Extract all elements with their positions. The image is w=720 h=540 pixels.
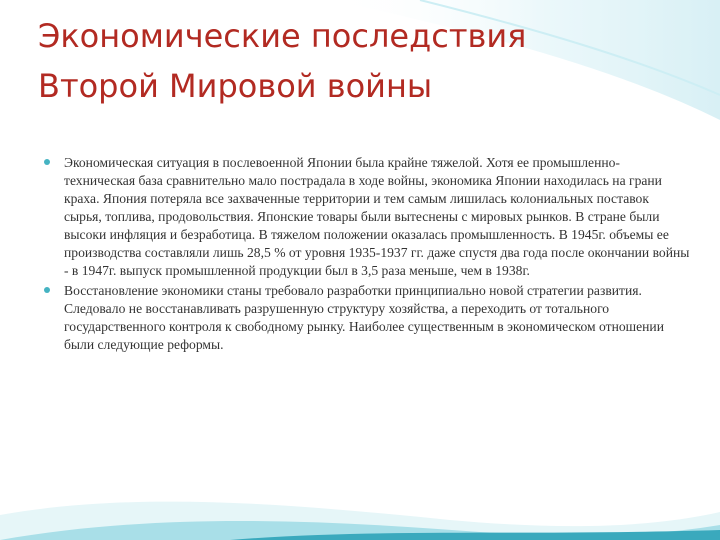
bullet-item-2 [42, 282, 690, 354]
bullet-text-2: Восстановление экономики станы требовало разработки принципиально новой стратегии развития. Следовало не восстанавливать разрушенную структуру хозяйства, а переходить от тотального государственного контроля к свободному рынку. Наиболее существенным в экономическом отношении были следующие реформы. [64, 283, 664, 352]
bullet-dot-icon [44, 287, 50, 293]
slide-content [42, 154, 690, 356]
bullet-item-1 [42, 154, 690, 280]
title-line-2: Второй Мировой войны [38, 67, 433, 105]
slide-title [38, 11, 678, 111]
bullet-dot-icon [44, 159, 50, 165]
title-line-1: Экономические последствия [38, 17, 527, 55]
bullet-text-1: Экономическая ситуация в послевоенной Японии была крайне тяжелой. Хотя ее промышленно-техническая база сравнительно мало пострадала в ходе войны, экономика Японии находилась на грани краха. Япония потеряла все захваченные территории и тем самым лишилась колониальных поставок сырья, топлива, продовольствия. Японские товары были вытеснены с мировых рынков. В стране были высоки инфляция и безработица. В тяжелом положении оказалась промышленность. В 1945г. объемы ее производства составляли лишь 28,5 % от уровня 1935-1937 гг. даже спустя два года после окончании войны - в 1947г. выпуск промышленной продукции был в 3,5 раза меньше, чем в 1938г. [64, 155, 690, 278]
